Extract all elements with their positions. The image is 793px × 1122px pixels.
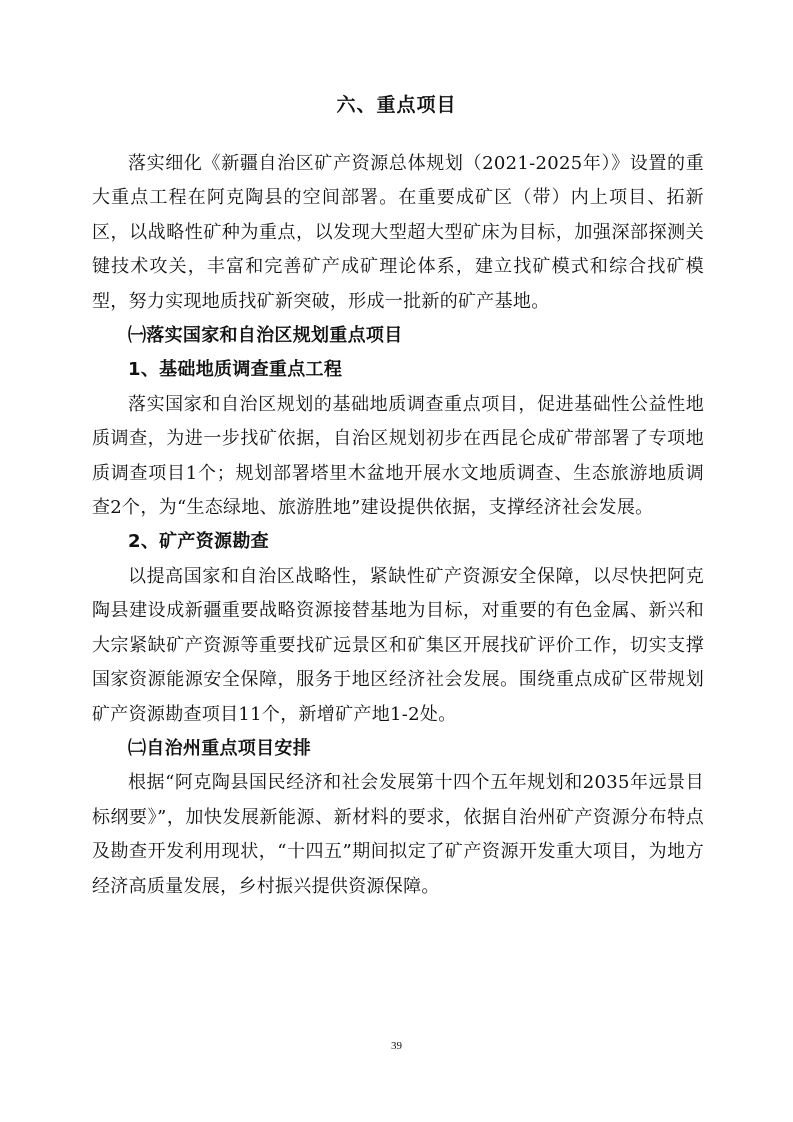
paragraph-intro: 落实细化《新疆自治区矿产资源总体规划（2021-2025年）》设置的重大重点工程在阿克陶县的空间部署。在重要成矿区（带）内上项目、拓新区，以战略性矿种为重点，以发现大型超大型矿床为目标，加强深部探测关键技术攻关，丰富和完善矿产成矿理论体系，建立找矿模式和综合找矿模型，努力实现地质找矿新突破，形成一批新的矿产基地。	[92, 153, 704, 312]
paragraph-prefecture-projects: 根据“阿克陶县国民经济和社会发展第十四个五年规划和2035年远景目标纲要》”，加快发展新能源、新材料的要求，依据自治州矿产资源分布特点及勘查开发利用现状，“十四五”期间拟定了矿产资源开发重大项目，为地方经济高质量发展，乡村振兴提供资源保障。	[92, 772, 704, 897]
paragraph-mineral-exploration: 以提高国家和自治区战略性，紧缺性矿产资源安全保障，以尽快把阿克陶县建设成新疆重要战略资源接替基地为目标，对重要的有色金属、新兴和大宗紧缺矿产资源等重要找矿远景区和矿集区开展找矿评价工作，切实支撑国家资源能源安全保障，服务于地区经济社会发展。围绕重点成矿区带规划矿产资源勘查项目11个，新增矿产地1-2处。	[92, 565, 704, 725]
heading-prefecture-projects: ㈡自治州重点项目安排	[128, 737, 311, 759]
section-title: 六、重点项目	[336, 94, 457, 116]
heading-geological-survey: 1、基础地质调查重点工程	[128, 359, 343, 381]
heading-national-projects: ㈠落实国家和自治区规划重点项目	[128, 325, 403, 347]
heading-mineral-exploration: 2、矿产资源勘查	[128, 531, 269, 553]
document-body	[92, 147, 704, 904]
paragraph-geological-survey: 落实国家和自治区规划的基础地质调查重点项目，促进基础性公益性地质调查，为进一步找矿依据，自治区规划初步在西昆仑成矿带部署了专项地质调查项目1个；规划部署塔里木盆地开展水文地质调查、生态旅游地质调查2个，为“生态绿地、旅游胜地”建设提供依据，支撑经济社会发展。	[92, 393, 704, 519]
page-number: 39	[391, 1040, 402, 1052]
